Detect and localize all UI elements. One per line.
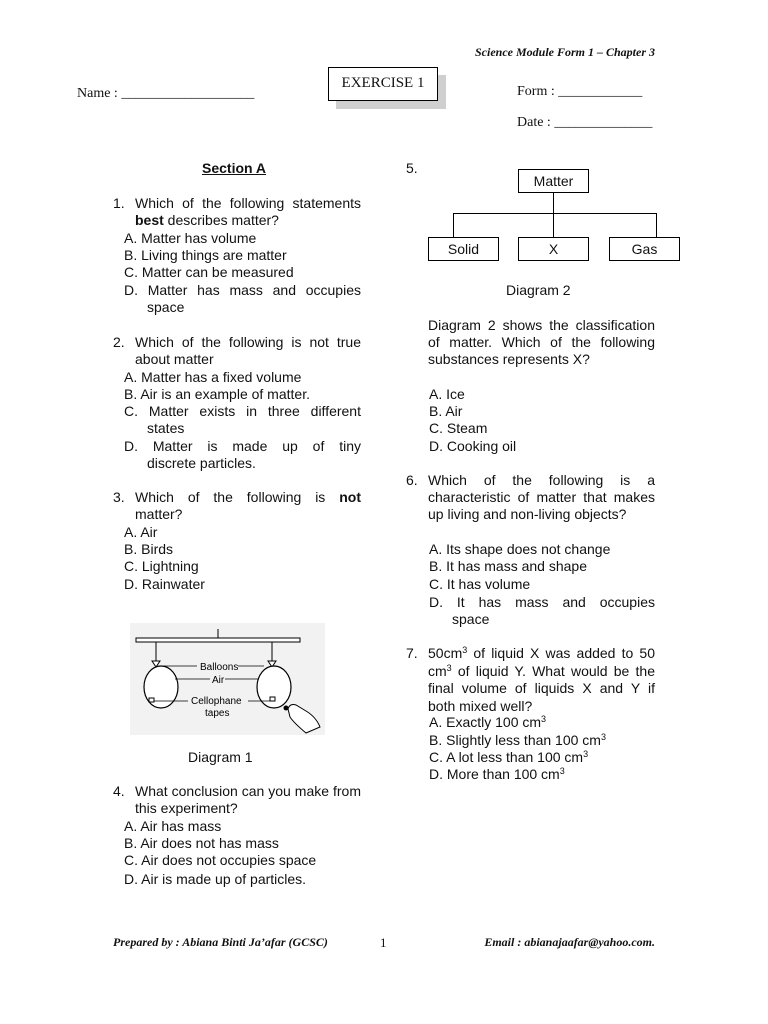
option[interactable]: D. Cooking oil [429,438,517,454]
diagram2-connector [553,213,554,237]
question-5-number: 5. [406,160,418,176]
question-4 [113,783,361,817]
option[interactable]: D. Air is made up of particles. [124,871,307,887]
option[interactable] [429,732,606,749]
option[interactable]: D. Matter has mass and occupies [124,282,361,298]
question-number: 4. [113,783,125,799]
option[interactable]: A. Air has mass [124,818,222,834]
footer-prepared-by: Prepared by : Abiana Binti Ja’afar (GCSC) [113,935,328,949]
option[interactable]: B. Air does not has mass [124,835,279,851]
question-stem: Which of the following is not true about matter [135,334,361,367]
option[interactable]: C. Lightning [124,558,199,574]
question-stem [135,195,361,229]
balloons-label: Balloons [200,662,239,673]
exercise-label: EXERCISE 1 [341,75,425,91]
diagram1-caption: Diagram 1 [188,749,253,765]
superscript: 3 [583,749,589,759]
module-header: Science Module Form 1 – Chapter 3 [474,45,655,59]
right-tape [270,697,275,701]
option[interactable] [429,714,546,731]
superscript: 3 [462,645,468,655]
option-continuation: space [452,611,490,627]
option[interactable] [429,766,565,783]
option-continuation: states [147,420,185,436]
question-stem: Which of the following is a characteristic of matter that makes up living and non-living objects? [428,472,655,522]
option[interactable]: D. It has mass and occupies [429,594,655,610]
superscript: 3 [541,714,547,724]
question-6 [406,472,655,523]
option[interactable]: A. Air [124,524,158,540]
form-field[interactable]: Form : ____________ [517,84,643,99]
stem-text: describes matter? [163,212,279,228]
diagram2-child-label: Solid [447,241,480,257]
option[interactable]: B. It has mass and shape [429,558,587,574]
question-2 [113,334,361,368]
superscript: 3 [446,662,452,673]
diagram2-child-label: Gas [631,241,658,257]
footer-email[interactable]: Email : abianajaafar@yahoo.com. [484,935,655,949]
question-stem [428,645,655,715]
tapes-label-line1: Cellophane [191,696,242,707]
diagram2-child-box [428,237,499,261]
question-3 [113,489,361,523]
option-text: D. More than 100 cm [429,766,560,782]
diagram2-connector [453,213,454,237]
diagram2-connector [656,213,657,237]
superscript: 3 [559,766,565,776]
stem-emphasis: best [135,212,164,228]
right-balloon [257,666,291,708]
section-title: Section A [202,160,267,176]
tapes-label-line2: tapes [205,708,230,719]
air-label: Air [212,675,225,686]
page-number: 1 [380,935,387,950]
option-continuation: space [147,299,185,315]
option[interactable]: C. Matter can be measured [124,264,294,280]
stem-emphasis: not [339,489,361,505]
stem-text: matter? [135,506,183,522]
diagram2-child-label: X [548,241,559,257]
option[interactable]: A. Its shape does not change [429,541,611,557]
option-text: C. A lot less than 100 cm [429,749,584,765]
question-1 [113,195,361,229]
option[interactable]: C. Air does not occupies space [124,852,317,868]
option[interactable]: D. Rainwater [124,576,205,592]
question-7 [406,645,655,715]
name-field[interactable]: Name : ___________________ [77,86,255,101]
stem-text: of liquid Y. What would be the final volume of liquids X and Y if both mixed well? [428,662,655,714]
stem-text: 50cm [428,645,463,661]
stem-text: Which of the following statements [135,195,361,211]
option[interactable]: B. Birds [124,541,174,557]
diagram2-connector [553,192,554,213]
diagram2-root-box [518,169,589,193]
diagram2-child-box [518,237,589,261]
option[interactable]: C. It has volume [429,576,531,592]
diagram2-caption: Diagram 2 [506,282,571,298]
question-number: 3. [113,489,125,505]
question-number: 6. [406,472,418,488]
stem-text: of liquid X was added to 50 cm [428,645,655,679]
question-5-stem: Diagram 2 shows the classification of matter. Which of the following substances represents X? [428,317,655,367]
option[interactable]: B. Air is an example of matter. [124,386,310,402]
option[interactable]: B. Air [429,403,463,419]
question-number: 1. [113,195,125,211]
option[interactable]: C. Steam [429,420,488,436]
option-continuation: discrete particles. [147,455,256,471]
option[interactable]: A. Ice [429,386,465,402]
superscript: 3 [600,732,606,742]
stem-text: Which of the following is [135,489,340,505]
exercise-box [328,67,438,101]
diagram2-child-box [609,237,680,261]
question-stem: What conclusion can you make from this experiment? [135,783,361,816]
option[interactable]: A. Matter has volume [124,230,257,246]
diagram2-connector [453,213,657,214]
option-text: A. Exactly 100 cm [429,714,542,730]
question-stem [135,489,361,523]
option[interactable]: A. Matter has a fixed volume [124,369,302,385]
date-field[interactable]: Date : ______________ [517,115,653,130]
option[interactable]: C. Matter exists in three different [124,403,361,419]
option[interactable]: B. Living things are matter [124,247,287,263]
diagram1-balloon-experiment [130,623,325,735]
diagram2-root-label: Matter [533,173,574,189]
balance-beam [136,638,300,642]
question-number: 7. [406,645,418,661]
option[interactable]: D. Matter is made up of tiny [124,438,361,454]
option-text: B. Slightly less than 100 cm [429,732,601,748]
left-tape [149,698,154,702]
option[interactable] [429,749,588,766]
question-number: 2. [113,334,125,350]
